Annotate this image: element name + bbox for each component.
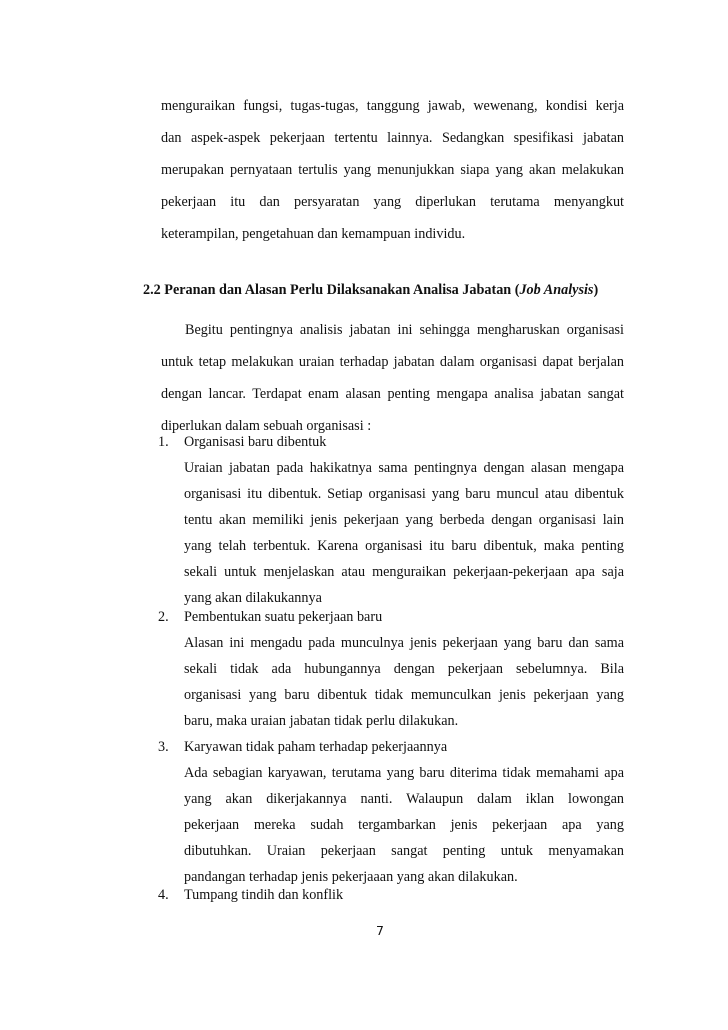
paragraph-line: Begitu pentingnya analisis jabatan ini sehingga mengharuskan organisasi — [185, 322, 624, 338]
list-item-line: dibutuhkan. Uraian pekerjaan sangat penting untuk menyamakan — [184, 843, 624, 859]
list-item-line: Ada sebagian karyawan, terutama yang baru diterima tidak memahami apa — [184, 765, 624, 781]
intro-line: dan aspek-aspek pekerjaan tertentu lainnya. Sedangkan spesifikasi jabatan — [161, 130, 624, 146]
paragraph-line: untuk tetap melakukan uraian terhadap jabatan dalam organisasi dapat berjalan — [161, 354, 624, 370]
intro-line: pekerjaan itu dan persyaratan yang diperlukan terutama menyangkut — [161, 194, 624, 210]
paragraph-line: dengan lancar. Terdapat enam alasan penting mengapa analisa jabatan sangat — [161, 386, 624, 402]
list-item-line: Uraian jabatan pada hakikatnya sama pentingnya dengan alasan mengapa — [184, 460, 624, 476]
list-item-line: sekali untuk menjelaskan atau menguraikan pekerjaan-pekerjaan apa saja — [184, 564, 624, 580]
list-item-line: yang telah terbentuk. Karena organisasi itu baru dibentuk, maka penting — [184, 538, 624, 554]
paragraph-line: diperlukan dalam sebuah organisasi : — [161, 418, 372, 434]
list-item-line: pekerjaan mereka sudah tergambarkan jenis pekerjaan apa yang — [184, 817, 624, 833]
list-number: 1. — [158, 434, 169, 450]
section-heading-prefix: 2.2 Peranan dan Alasan Perlu Dilaksanakan Analisa Jabatan ( — [143, 282, 520, 298]
list-item-title: Tumpang tindih dan konflik — [184, 887, 344, 903]
list-item-title: Pembentukan suatu pekerjaan baru — [184, 609, 383, 625]
list-item-title: Organisasi baru dibentuk — [184, 434, 327, 450]
intro-line: keterampilan, pengetahuan dan kemampuan individu. — [161, 226, 466, 242]
list-item-line: yang akan dilakukannya — [184, 590, 322, 606]
page-number: 7 — [376, 923, 384, 938]
intro-line: merupakan pernyataan tertulis yang menunjukkan siapa yang akan melakukan — [161, 162, 624, 178]
section-heading — [143, 280, 598, 300]
list-item-line: Alasan ini mengadu pada munculnya jenis pekerjaan yang baru dan sama — [184, 635, 624, 651]
list-item-line: sekali tidak ada hubungannya dengan pekerjaan sebelumnya. Bila — [184, 661, 624, 677]
list-item-line: tentu akan memiliki jenis pekerjaan yang berbeda dengan organisasi lain — [184, 512, 624, 528]
list-item-title: Karyawan tidak paham terhadap pekerjaannya — [184, 739, 448, 755]
list-item-line: yang akan dikerjakannya nanti. Walaupun dalam iklan lowongan — [184, 791, 624, 807]
intro-line: menguraikan fungsi, tugas-tugas, tanggung jawab, wewenang, kondisi kerja — [161, 98, 624, 114]
section-heading-italic: Job Analysis — [519, 282, 594, 298]
list-number: 4. — [158, 887, 169, 903]
list-item-line: baru, maka uraian jabatan tidak perlu dilakukan. — [184, 713, 459, 729]
list-number: 3. — [158, 739, 169, 755]
list-item-line: pandangan terhadap jenis pekerjaaan yang akan dilakukan. — [184, 869, 518, 885]
list-number: 2. — [158, 609, 169, 625]
list-item-line: organisasi itu dibentuk. Setiap organisasi yang baru muncul atau dibentuk — [184, 486, 624, 502]
list-item-line: organisasi yang baru dibentuk tidak memunculkan jenis pekerjaan yang — [184, 687, 624, 703]
section-heading-suffix: ) — [593, 282, 599, 298]
